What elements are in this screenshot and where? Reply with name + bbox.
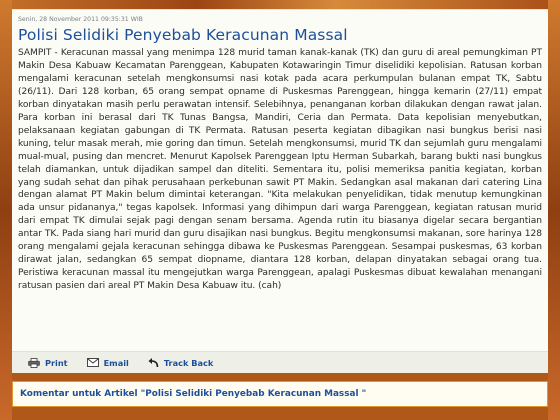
printer-icon	[28, 358, 40, 368]
trackback-button[interactable]	[148, 358, 213, 368]
comment-section-header[interactable]	[12, 381, 548, 407]
curved-arrow-icon	[148, 358, 159, 368]
email-label: Email	[103, 357, 129, 368]
article-body: SAMPIT - Keracunan massal yang menimpa 128 murid taman kanak-kanak (TK) dan guru di areal pemungkiman PT Makin Desa Kabuaw Kecamatan Parenggean, Kabupaten Kotawaringin Timur diselidiki kepolisian. Ratusan korban mengalami keracunan setelah mengkonsumsi nasi kotak pada acara perkumpulan bulanan empat TK, Sabtu (26/11). Dari 128 korban, 65 orang sempat opname di Puskesmas Parenggean, hingga kemarin (27/11) empat korban dinyatakan masih perlu perawatan intensif. Selebihnya, penanganan korban dilakukan dengan rawat jalan. Para korban ini berasal dari TK Tunas Bangsa, Mandiri, Ceria dan Permata. Data kepolisian menyebutkan, pelaksanaan kegiatan gabungan di TK Permata. Ratusan peserta kegiatan dibagikan nasi bungkus berisi nasi kuning, telur masak merah, mie goring dan timun. Setelah mengkonsumsi, murid TK dan sejumlah guru mengalami mual-mual, pusing dan mencret. Menurut Kapolsek Parenggean Iptu Herman Subarkah, barang bukti nasi bungkus telah diamankan, untuk dijadikan sampel dan diteliti. Sementara itu, polisi memeriksa panitia kegiatan, korban yang sudah sehat dan pihak perusahaan perkebunan sawit PT Makin. Sedangkan asal makanan dari catering Lina dengan alamat PT Makin belum dimintai keterangan. "Kita melakukan penyelidikan, tidak menutup kemungkinan ada unsur pidananya," tegas kapolsek. Informasi yang dihimpun dari warga Parenggean, kegiatan ratusan murid dari empat TK dimulai sejak pagi dengan senam bersama. Agenda rutin itu biasanya digelar secara bergantian antar TK. Pada siang hari murid dan guru disajikan nasi bungkus. Begitu mengkonsumsi makanan, sore harinya 128 orang mengalami gejala keracunan sehingga dibawa ke Puskesmas Parenggean. Sesampai puskesmas, 63 korban dirawat jalan, sedangkan 65 sempat diopname, diantara 128 korban, delapan dinyatakan sebagai orang tua. Peristiwa keracunan massal itu mengejutkan warga Parenggean, apalagi Puskesmas dibuat kewalahan menangani ratusan pasien dari areal PT Makin Desa Kabuaw itu. (cah)	[18, 48, 542, 292]
page-background-right	[548, 0, 560, 420]
article-title: Polisi Selidiki Penyebab Keracunan Massal	[18, 26, 348, 44]
trackback-label: Track Back	[163, 357, 214, 368]
envelope-icon	[87, 358, 99, 367]
email-button[interactable]	[87, 358, 129, 368]
print-button[interactable]	[28, 358, 68, 368]
page-background-left	[0, 0, 12, 420]
print-label: Print	[45, 357, 68, 368]
article-panel	[12, 9, 548, 372]
comment-section-label: Komentar untuk Artikel "Polisi Selidiki Penyebab Keracunan Massal "	[20, 389, 367, 399]
article-date: Senin, 28 November 2011 09:35:31 WIB	[18, 16, 143, 23]
article-toolbar	[12, 351, 548, 373]
